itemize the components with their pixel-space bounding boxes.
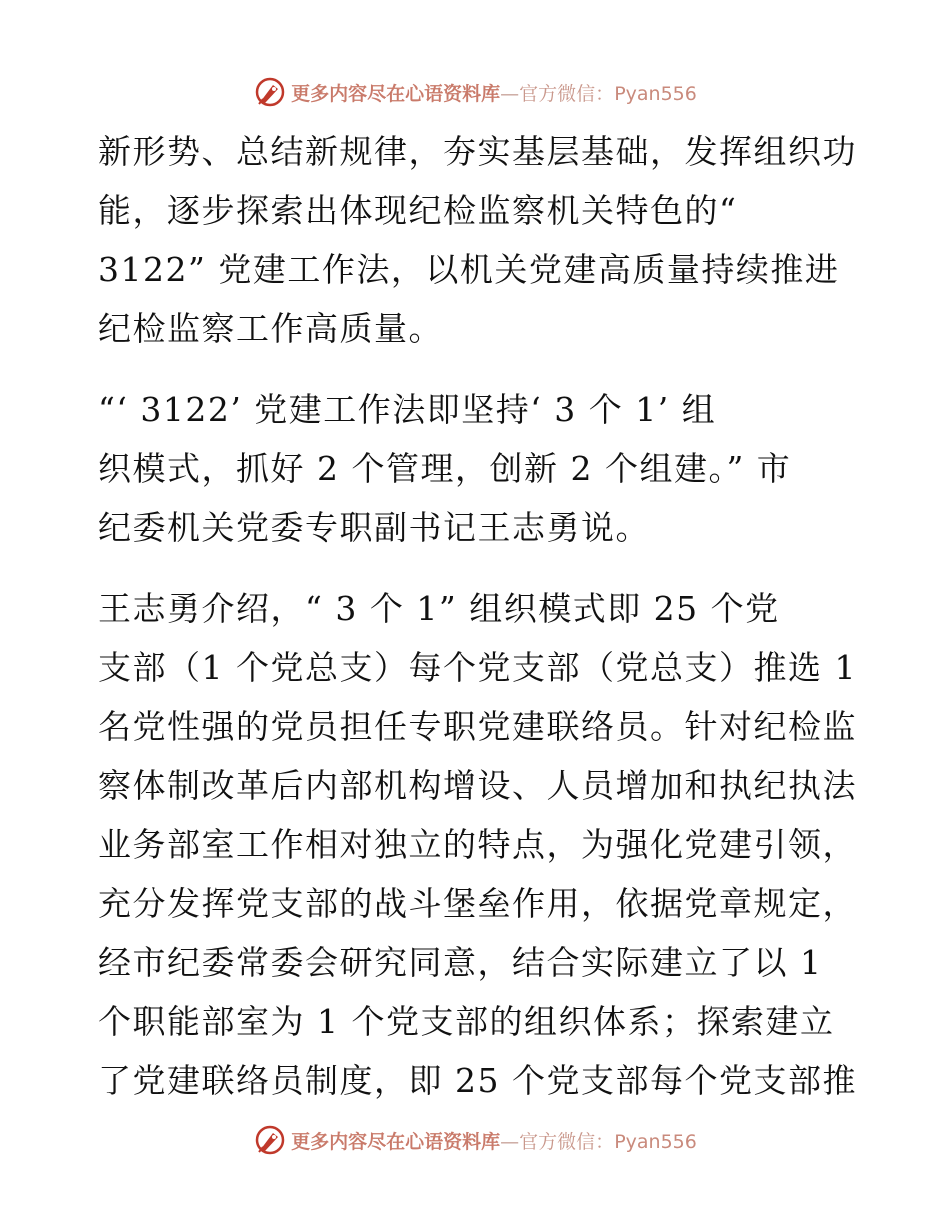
watermark-label: 官方微信： [519, 82, 615, 105]
watermark-text [291, 79, 697, 106]
watermark-label: 官方微信： [519, 1130, 615, 1153]
text-line: 王志勇介绍，“ 3 个 1” 组织模式即 25 个党 [98, 589, 780, 628]
text-line: 名党性强的党员担任专职党建联络员。针对纪检监 [98, 707, 857, 746]
header-watermark [0, 72, 950, 112]
text-line: 新形势、总结新规律，夯实基层基础，发挥组织功 [98, 132, 857, 171]
watermark-text [291, 1127, 697, 1154]
text-line: 纪检监察工作高质量。 [98, 309, 443, 348]
text-line: 织模式，抓好 2 个管理，创新 2 个组建。” 市 [98, 449, 792, 488]
watermark-dash: — [500, 1130, 520, 1153]
watermark-main: 更多内容尽在心语资料库 [291, 1130, 501, 1153]
text-line: 察体制改革后内部机构增设、人员增加和执纪执法 [98, 766, 857, 805]
watermark-main: 更多内容尽在心语资料库 [291, 82, 501, 105]
text-line: 充分发挥党支部的战斗堡垒作用，依据党章规定， [98, 884, 857, 923]
footer-watermark [0, 1120, 950, 1160]
pen-nib-logo-icon [253, 1123, 287, 1157]
text-line: 业务部室工作相对独立的特点，为强化党建引领， [98, 825, 857, 864]
text-line: 纪委机关党委专职副书记王志勇说。 [98, 508, 650, 547]
watermark-dash: — [500, 82, 520, 105]
text-line: 了党建联络员制度，即 25 个党支部每个党支部推 [98, 1061, 857, 1100]
paragraph-3 [98, 579, 858, 1110]
pen-nib-logo-icon [253, 75, 287, 109]
text-line: “‘ 3122’ 党建工作法即坚持‘ 3 个 1’ 组 [98, 390, 717, 429]
watermark-id: Pyan556 [614, 82, 697, 105]
text-line: 个职能部室为 1 个党支部的组织体系；探索建立 [98, 1002, 835, 1041]
watermark-id: Pyan556 [614, 1130, 697, 1153]
paragraph-2 [98, 380, 858, 557]
text-line: 能，逐步探索出体现纪检监察机关特色的“ [98, 191, 738, 230]
text-line: 支部（1 个党总支）每个党支部（党总支）推选 1 [98, 648, 857, 687]
text-line: 3122” 党建工作法，以机关党建高质量持续推进 [98, 250, 840, 289]
document-body [98, 122, 858, 1132]
text-line: 经市纪委常委会研究同意，结合实际建立了以 1 [98, 943, 823, 982]
paragraph-1 [98, 122, 858, 358]
